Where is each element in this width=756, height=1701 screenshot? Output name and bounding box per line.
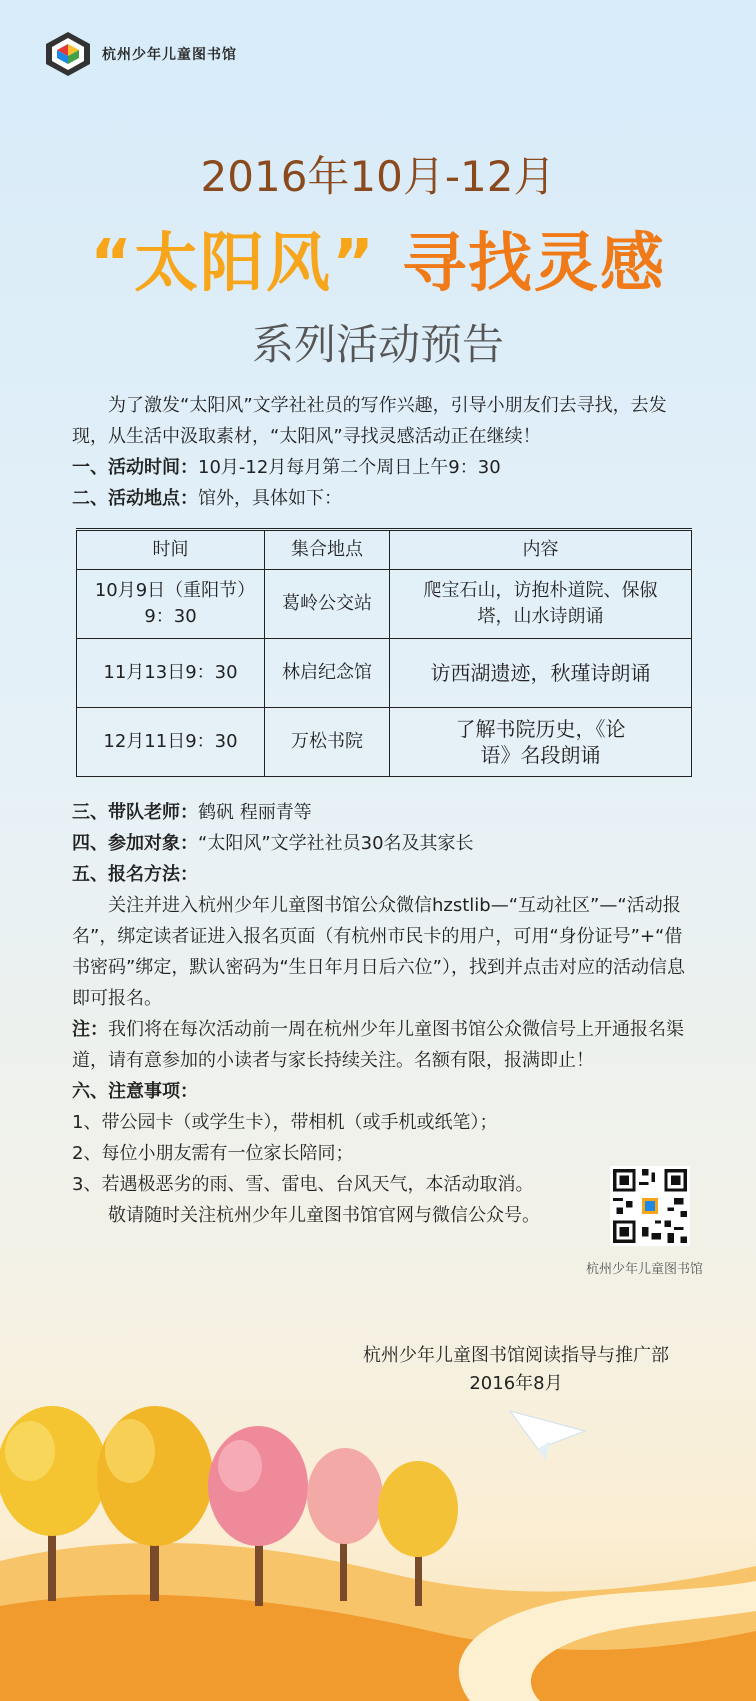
intro-paragraph: 为了激发“太阳风”文学社社员的写作兴趣，引导小朋友们去寻找，去发现，从生活中汲取素材，“太阳风”寻找灵感活动正在继续！: [72, 395, 667, 447]
notice-item: 2、每位小朋友需有一位家长陪同；: [72, 1143, 354, 1164]
signup-text: 关注并进入杭州少年儿童图书馆公众微信hzstlib—“互动社区”—“活动报名”，绑定读者证进入报名页面（有杭州市民卡的用户，可用“身份证号”+“借书密码”绑定，默认密码为“生日年月日后六位”），找到并点击对应的活动信息即可报名。: [72, 895, 685, 1009]
notices-label: 六、注意事项：: [72, 1081, 198, 1102]
qr-code: [610, 1166, 690, 1246]
teachers: 三、带队老师：鹤矾 程丽青等: [72, 802, 312, 823]
title-main-quoted: “太阳风”: [89, 227, 377, 301]
activity-time: 一、活动时间：10月-12月每月第二个周日上午9：30: [72, 457, 501, 478]
footer-date: 2016年8月: [469, 1373, 563, 1394]
table-row: [77, 708, 692, 777]
participants: 四、参加对象：“太阳风”文学社社员30名及其家长: [72, 833, 474, 854]
cell-content: 爬宝石山，访抱朴道院、保俶塔，山水诗朗诵: [390, 570, 692, 639]
notices-closing: 敬请随时关注杭州少年儿童图书馆官网与微信公众号。: [108, 1205, 540, 1226]
title-subtitle: 系列活动预告: [251, 320, 504, 369]
title-main: [0, 212, 756, 304]
autumn-scene-illustration: [0, 1361, 756, 1701]
signup-label: 五、报名方法：: [72, 864, 198, 885]
footer-org: 杭州少年儿童图书馆阅读指导与推广部: [363, 1345, 669, 1366]
library-logo: [44, 30, 237, 78]
cell-time: 12月11日9：30: [77, 708, 265, 777]
schedule-header-row: [77, 530, 692, 570]
note: 注：我们将在每次活动前一周在杭州少年儿童图书馆公众微信号上开通报名渠道，请有意参加的小读者与家长持续关注。名额有限，报满即止！: [72, 1019, 684, 1071]
notice-item: 1、带公园卡（或学生卡），带相机（或手机或纸笔）；: [72, 1112, 498, 1133]
cell-content: 了解书院历史，《论语》名段朗诵: [390, 708, 692, 777]
header-content: 内容: [390, 530, 692, 570]
table-row: [77, 570, 692, 639]
title-main-rest: 寻找灵感: [402, 227, 667, 301]
header-place: 集合地点: [265, 530, 390, 570]
notice-item: 3、若遇极恶劣的雨、雪、雷电、台风天气，本活动取消。: [72, 1174, 534, 1195]
cell-time: 11月13日9：30: [77, 639, 265, 708]
cell-place: 林启纪念馆: [265, 639, 390, 708]
header-time: 时间: [77, 530, 265, 570]
cell-content: 访西湖遗迹，秋瑾诗朗诵: [390, 639, 692, 708]
cell-place: 葛岭公交站: [265, 570, 390, 639]
title-date-range: 2016年10月-12月: [200, 152, 556, 201]
library-name: 杭州少年儿童图书馆: [102, 47, 237, 63]
cell-time: 10月9日（重阳节）9：30: [77, 570, 265, 639]
library-logo-icon: [44, 30, 92, 78]
activity-place: 二、活动地点：馆外，具体如下：: [72, 488, 342, 509]
table-row: [77, 639, 692, 708]
cell-place: 万松书院: [265, 708, 390, 777]
schedule-table: [76, 528, 692, 777]
qr-caption: 杭州少年儿童图书馆: [586, 1262, 704, 1277]
announcement-body: [72, 390, 692, 1231]
